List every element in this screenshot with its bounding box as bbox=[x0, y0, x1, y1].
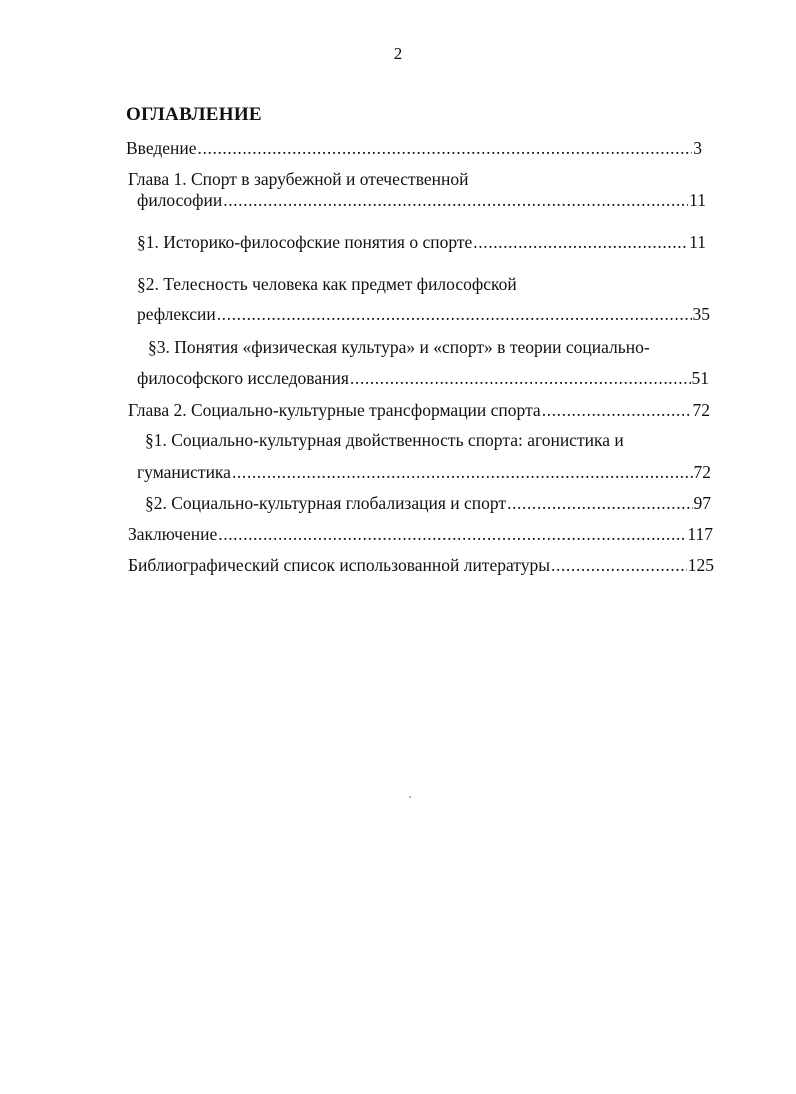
toc-entry-label: Глава 2. Социально-культурные трансформации спорта bbox=[128, 400, 541, 420]
toc-chapter-1-heading[interactable]: Глава 1. Спорт в зарубежной и отечественной bbox=[128, 169, 469, 189]
toc-entry-page: 35 bbox=[692, 304, 710, 324]
dot-leader bbox=[232, 461, 693, 483]
toc-entry-label: §2. Социально-культурная глобализация и спорт bbox=[145, 493, 507, 513]
toc-entry-page: 51 bbox=[691, 368, 709, 388]
toc-section-1-2-heading[interactable]: §2. Телесность человека как предмет философской bbox=[137, 274, 517, 294]
toc-entry-page: 117 bbox=[687, 524, 713, 544]
toc-entry-page: 125 bbox=[687, 555, 714, 575]
toc-entry-label: философии bbox=[137, 190, 223, 210]
toc-entry-section-2-1[interactable] bbox=[137, 461, 711, 483]
toc-entry-section-1-2[interactable] bbox=[137, 303, 710, 325]
toc-entry-label: §1. Историко-философские понятия о спорте bbox=[137, 232, 473, 252]
dot-leader bbox=[542, 399, 692, 421]
toc-entry-chapter-2[interactable] bbox=[128, 399, 710, 421]
toc-entry-page: 11 bbox=[689, 232, 706, 252]
toc-entry-label: Библиографический список использованной литературы bbox=[128, 555, 550, 575]
toc-entry-label: рефлексии bbox=[137, 304, 216, 324]
toc-entry-section-2-2[interactable] bbox=[145, 492, 711, 514]
toc-entry-label: Заключение bbox=[128, 524, 218, 544]
toc-entry-section-1-3[interactable] bbox=[137, 367, 709, 389]
dot-leader bbox=[218, 523, 686, 545]
dot-leader bbox=[473, 231, 688, 253]
toc-section-1-3-heading[interactable]: §3. Понятия «физическая культура» и «спорт» в теории социально- bbox=[148, 337, 650, 357]
dot-leader bbox=[198, 137, 693, 159]
toc-title: ОГЛАВЛЕНИЕ bbox=[126, 104, 262, 125]
toc-entry-page: 3 bbox=[693, 138, 702, 158]
page-number: 2 bbox=[393, 44, 403, 63]
dot-leader bbox=[223, 189, 688, 211]
toc-section-2-1-heading[interactable]: §1. Социально-культурная двойственность спорта: агонистика и bbox=[145, 430, 624, 450]
dot-leader bbox=[217, 303, 692, 325]
toc-entry-page: 97 bbox=[693, 493, 711, 513]
toc-entry-label: философского исследования bbox=[137, 368, 349, 388]
dot-leader bbox=[507, 492, 692, 514]
toc-entry-page: 11 bbox=[689, 190, 706, 210]
toc-entry-bibliography[interactable] bbox=[128, 554, 714, 576]
toc-entry-page: 72 bbox=[693, 462, 711, 482]
toc-entry-conclusion[interactable] bbox=[128, 523, 713, 545]
toc-entry-introduction[interactable] bbox=[126, 137, 702, 159]
scan-artifact bbox=[409, 796, 411, 798]
toc-entry-page: 72 bbox=[692, 400, 710, 420]
dot-leader bbox=[551, 554, 687, 576]
toc-entry-label: гуманистика bbox=[137, 462, 231, 482]
toc-entry-chapter-1[interactable] bbox=[137, 189, 706, 211]
dot-leader bbox=[350, 367, 691, 389]
toc-entry-section-1-1[interactable] bbox=[137, 231, 706, 253]
toc-entry-label: Введение bbox=[126, 138, 197, 158]
